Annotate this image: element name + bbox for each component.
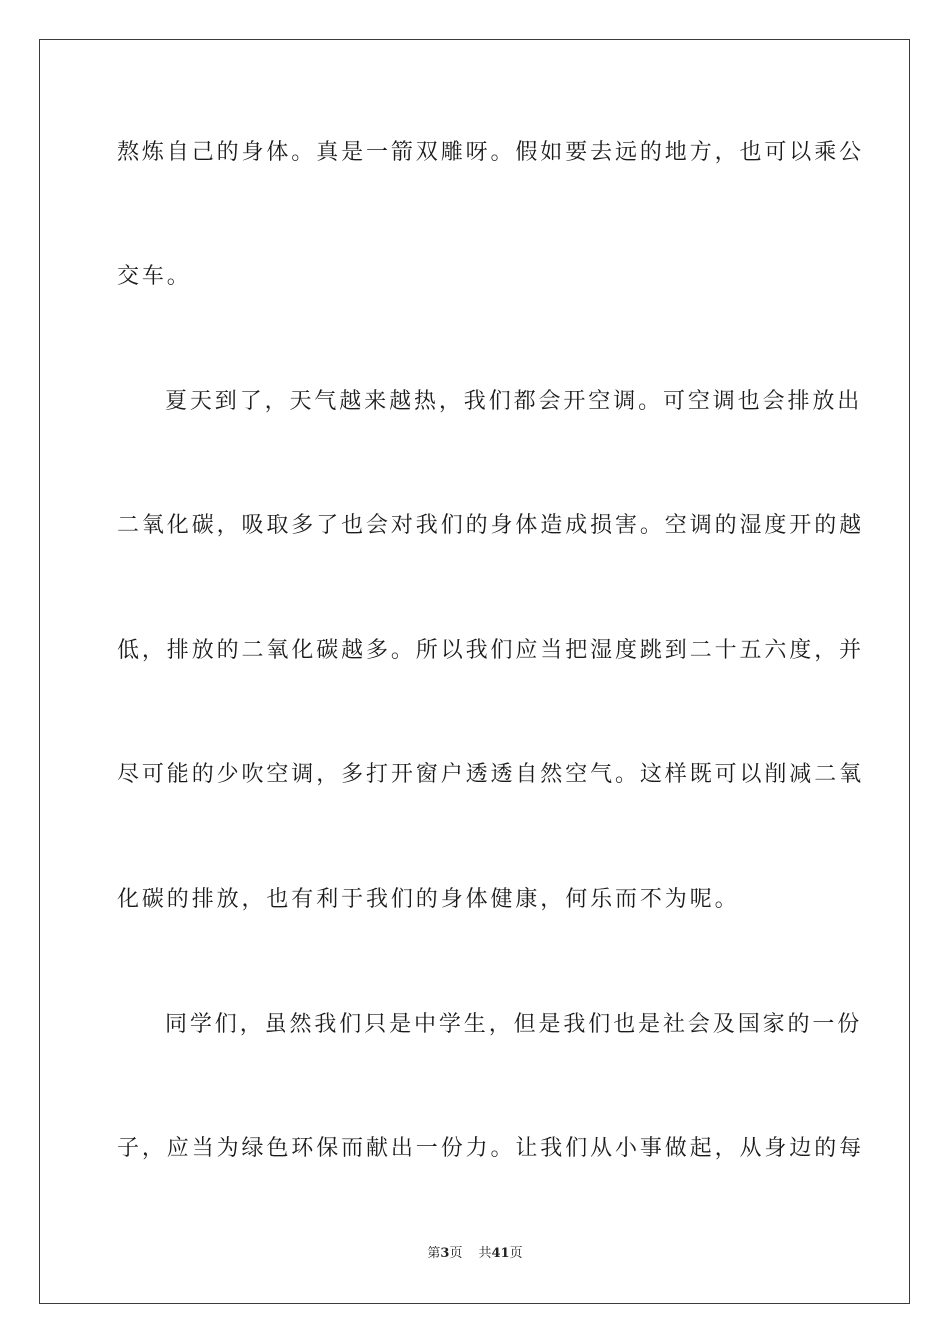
- page-footer: [0, 1245, 950, 1263]
- total-pages: 41: [491, 1246, 510, 1261]
- total-prefix: 共: [478, 1246, 492, 1261]
- text-line: 化碳的排放，也有利于我们的身体健康，何乐而不为呢。: [117, 887, 740, 912]
- page-number: 3: [440, 1246, 450, 1261]
- paragraph-start-line: 同学们，虽然我们只是中学生，但是我们也是社会及国家的一份: [165, 1012, 863, 1037]
- text-line: 二氧化碳，吸取多了也会对我们的身体造成损害。空调的湿度开的越: [117, 513, 865, 538]
- total-suffix: 页: [509, 1246, 523, 1261]
- page-prefix: 第: [427, 1246, 441, 1261]
- text-line: 子，应当为绿色环保而献出一份力。让我们从小事做起，从身边的每: [117, 1136, 865, 1161]
- text-line: 交车。: [117, 264, 192, 289]
- text-line: 尽可能的少吹空调，多打开窗户透透自然空气。这样既可以削减二氧: [117, 762, 865, 787]
- page-suffix: 页: [449, 1246, 463, 1261]
- text-line: 熬炼自己的身体。真是一箭双雕呀。假如要去远的地方，也可以乘公: [117, 140, 865, 165]
- text-line: 低，排放的二氧化碳越多。所以我们应当把湿度跳到二十五六度，并: [117, 638, 865, 663]
- paragraph-start-line: 夏天到了，天气越来越热，我们都会开空调。可空调也会排放出: [165, 389, 863, 414]
- page-border: [39, 39, 910, 1304]
